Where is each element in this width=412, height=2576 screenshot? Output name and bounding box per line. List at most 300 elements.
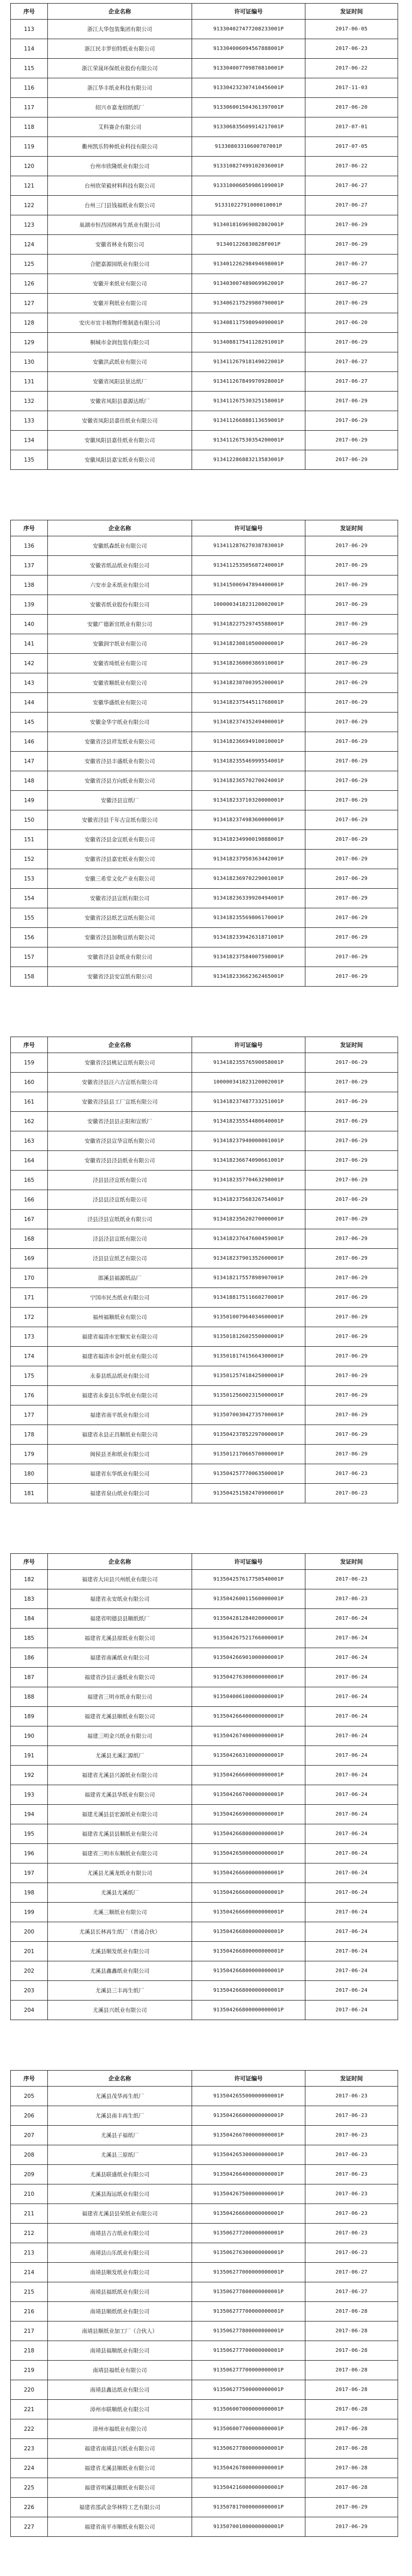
row-date: 2017-06-29 xyxy=(305,1210,398,1229)
row-date: 2017-06-23 xyxy=(305,2126,398,2145)
row-license: 913411267849970928001P xyxy=(192,372,305,392)
header-date: 发证时间 xyxy=(305,4,398,20)
row-date: 2017-06-20 xyxy=(305,98,398,117)
row-date: 2017-06-29 xyxy=(305,615,398,634)
row-seq: 226 xyxy=(11,2498,48,2517)
row-company: 安徽凤阳县嘉宝纸业有限公司 xyxy=(48,450,192,470)
row-seq: 164 xyxy=(11,1151,48,1171)
row-company: 南靖县福顺纸业有限公司 xyxy=(48,2341,192,2361)
row-date: 2017-06-29 xyxy=(305,1112,398,1131)
row-license: 913501217066570000001P xyxy=(192,1445,305,1464)
row-seq: 184 xyxy=(11,1609,48,1629)
table-row xyxy=(11,392,398,411)
table-row xyxy=(11,98,398,117)
row-date: 2017-06-24 xyxy=(305,1942,398,1961)
row-date: 2017-06-29 xyxy=(305,1386,398,1405)
row-seq: 195 xyxy=(11,1824,48,1844)
row-seq: 193 xyxy=(11,1785,48,1805)
row-seq: 117 xyxy=(11,98,48,117)
row-seq: 200 xyxy=(11,1922,48,1942)
row-company: 安徽广德新宜纸业有限公司 xyxy=(48,615,192,634)
row-company: 福建省南平纸业有限公司 xyxy=(48,1405,192,1425)
row-date: 2017-06-24 xyxy=(305,1726,398,1746)
row-seq: 187 xyxy=(11,1668,48,1687)
row-seq: 166 xyxy=(11,1190,48,1210)
row-company: 安徽金华宇纸业有限公司 xyxy=(48,713,192,732)
row-license: 913401816969082802001P xyxy=(192,215,305,235)
row-date: 2017-06-29 xyxy=(305,595,398,615)
row-date: 2017-06-29 xyxy=(305,693,398,713)
row-license: 913304232307410456001P xyxy=(192,78,305,98)
row-company: 安徽省凤阳县嘉佳纸业有限公司 xyxy=(48,411,192,431)
row-date: 2017-06-29 xyxy=(305,411,398,431)
row-license: 913504257770063500001P xyxy=(192,1464,305,1484)
row-date: 2017-06-22 xyxy=(305,157,398,176)
row-company: 福建尤溪县县宏源纸业有限公司 xyxy=(48,1805,192,1824)
row-license: 913504216000000000001P xyxy=(192,2478,305,2498)
row-company: 合肥嘉源园纸业有限公司 xyxy=(48,255,192,274)
row-date: 2017-06-28 xyxy=(305,2380,398,2400)
table-row xyxy=(11,215,398,235)
row-company: 尤溪县兴纸业有限公司 xyxy=(48,2001,192,2020)
row-license: 913504266600000000001P xyxy=(192,2204,305,2224)
table-row xyxy=(11,1210,398,1229)
row-seq: 148 xyxy=(11,771,48,791)
row-company: 安徽省泾县泾县纸业有限公司 xyxy=(48,1151,192,1171)
row-company: 尤溪县尤溪纸厂 xyxy=(48,1883,192,1903)
row-company: 安徽省凤阳县嘉源达纸厂 xyxy=(48,392,192,411)
row-seq: 174 xyxy=(11,1347,48,1366)
header-seq: 序号 xyxy=(11,4,48,20)
row-seq: 143 xyxy=(11,673,48,693)
header-date: 发证时间 xyxy=(305,520,398,536)
row-seq: 147 xyxy=(11,752,48,771)
table-row xyxy=(11,1053,398,1073)
row-seq: 176 xyxy=(11,1386,48,1405)
row-license: 913506277700000000001P xyxy=(192,2302,305,2321)
table-row xyxy=(11,1484,398,1503)
row-seq: 150 xyxy=(11,810,48,830)
row-company: 南靖县山乐纸业有限公司 xyxy=(48,2243,192,2263)
row-date: 2017-06-29 xyxy=(305,215,398,235)
row-company: 安徽洪武纸业有限公司 xyxy=(48,352,192,372)
table-row xyxy=(11,732,398,752)
row-seq: 202 xyxy=(11,1961,48,1981)
table-row xyxy=(11,1668,398,1687)
row-date: 2017-06-29 xyxy=(305,431,398,450)
row-date: 2017-06-29 xyxy=(305,869,398,889)
row-seq: 152 xyxy=(11,850,48,869)
row-company: 安庆市宜丰植物纤维制造有限公司 xyxy=(48,313,192,333)
row-company: 安徽省纸品纸业有限公司 xyxy=(48,556,192,575)
table-row xyxy=(11,372,398,392)
row-license: 913401226298494698001P xyxy=(192,255,305,274)
table-row xyxy=(11,2321,398,2341)
table-row xyxy=(11,595,398,615)
table-row xyxy=(11,39,398,59)
table-row xyxy=(11,1746,398,1766)
row-date: 2017-06-29 xyxy=(305,673,398,693)
row-date: 2017-06-28 xyxy=(305,2478,398,2498)
table-row xyxy=(11,1288,398,1308)
row-company: 安徽省泾县县工厂宣纸有限公司 xyxy=(48,1092,192,1112)
table-row xyxy=(11,2498,398,2517)
row-seq: 119 xyxy=(11,137,48,157)
row-seq: 154 xyxy=(11,889,48,908)
row-seq: 212 xyxy=(11,2224,48,2243)
row-license: 913403007489069962001P xyxy=(192,274,305,294)
row-company: 艾科赛企有限公司 xyxy=(48,117,192,137)
table-row xyxy=(11,673,398,693)
row-seq: 222 xyxy=(11,2419,48,2439)
table-row xyxy=(11,1229,398,1249)
table-row xyxy=(11,176,398,196)
row-company: 浙江大华包装集团有限公司 xyxy=(48,20,192,39)
row-seq: 151 xyxy=(11,830,48,850)
row-license: 913408117598094090001P xyxy=(192,313,305,333)
table-row xyxy=(11,1347,398,1366)
row-license: 913507001000000000001P xyxy=(192,2517,305,2537)
table-row xyxy=(11,2419,398,2439)
table-row xyxy=(11,908,398,928)
table-row xyxy=(11,634,398,654)
row-date: 2017-06-24 xyxy=(305,1707,398,1726)
row-company: 尤溪县海运纸业有限公司 xyxy=(48,2184,192,2204)
row-date: 2017-06-29 xyxy=(305,1073,398,1092)
row-license: 913501256002315000001P xyxy=(192,1386,305,1405)
row-seq: 136 xyxy=(11,536,48,556)
row-seq: 180 xyxy=(11,1464,48,1484)
row-date: 2017-06-29 xyxy=(305,1092,398,1112)
row-company: 南靖县顺纸业加工厂（合伙人） xyxy=(48,2321,192,2341)
row-date: 2017-06-23 xyxy=(305,2204,398,2224)
row-license: 913306001504361397001P xyxy=(192,98,305,117)
row-company: 南靖县顺发纸业有限公司 xyxy=(48,2263,192,2282)
row-license: 913418234990019888001P xyxy=(192,830,305,850)
row-seq: 165 xyxy=(11,1171,48,1190)
row-company: 永泰县纸品纸业有限公司 xyxy=(48,1366,192,1386)
row-company: 巢湖市恒昌园林再生纸业有限公司 xyxy=(48,215,192,235)
row-license: 913506277000000000001P xyxy=(192,2263,305,2282)
table-row xyxy=(11,967,398,987)
table-row xyxy=(11,117,398,137)
row-date: 2017-07-05 xyxy=(305,137,398,157)
row-seq: 217 xyxy=(11,2321,48,2341)
row-seq: 213 xyxy=(11,2243,48,2263)
row-license: 913418237940000001001P xyxy=(192,1131,305,1151)
row-seq: 157 xyxy=(11,947,48,967)
row-seq: 167 xyxy=(11,1210,48,1229)
row-company: 福建省尤溪县兴源纸业有限公司 xyxy=(48,1766,192,1785)
header-row xyxy=(11,2071,398,2087)
row-seq: 194 xyxy=(11,1805,48,1824)
row-license: 913504266600000000001P xyxy=(192,1863,305,1883)
row-license: 913506277700000000001P xyxy=(192,2341,305,2361)
table-row xyxy=(11,1190,398,1210)
row-company: 台州市欣隆纸业有限公司 xyxy=(48,157,192,176)
table-row xyxy=(11,2361,398,2380)
table-row xyxy=(11,850,398,869)
table-row xyxy=(11,1629,398,1648)
table-row xyxy=(11,556,398,575)
row-license: 913504266000000000001P xyxy=(192,2106,305,2126)
row-license: 913401226830828F001P xyxy=(192,235,305,255)
row-seq: 163 xyxy=(11,1131,48,1151)
row-seq: 177 xyxy=(11,1405,48,1425)
table-row xyxy=(11,1942,398,1961)
row-date: 2017-06-24 xyxy=(305,1668,398,1687)
row-date: 2017-06-24 xyxy=(305,1903,398,1922)
table-row xyxy=(11,791,398,810)
row-company: 福建省东华纸业有限公司 xyxy=(48,1464,192,1484)
row-seq: 130 xyxy=(11,352,48,372)
row-company: 六安市金禾纸业有限公司 xyxy=(48,575,192,595)
table-row xyxy=(11,333,398,352)
row-license: 913418233710320000001P xyxy=(192,791,305,810)
row-license: 913310006050986109001P xyxy=(192,176,305,196)
table-row xyxy=(11,255,398,274)
license-table xyxy=(10,2070,398,2537)
table-row xyxy=(11,2145,398,2165)
row-license: 913506277700000000001P xyxy=(192,2361,305,2380)
row-date: 2017-06-29 xyxy=(305,1229,398,1249)
row-seq: 203 xyxy=(11,1981,48,2001)
row-seq: 118 xyxy=(11,117,48,137)
table-page xyxy=(0,0,412,515)
row-license: 913418236970229001001P xyxy=(192,869,305,889)
row-license: 913304006094567888001P xyxy=(192,39,305,59)
row-company: 福建省永县正昌顺纸业有限公司 xyxy=(48,1425,192,1445)
table-row xyxy=(11,137,398,157)
row-date: 2017-06-23 xyxy=(305,1464,398,1484)
row-date: 2017-06-23 xyxy=(305,2243,398,2263)
row-seq: 210 xyxy=(11,2184,48,2204)
row-date: 2017-06-29 xyxy=(305,1131,398,1151)
row-seq: 160 xyxy=(11,1073,48,1092)
row-license: 100000341823120002001P xyxy=(192,1073,305,1092)
row-seq: 128 xyxy=(11,313,48,333)
table-row xyxy=(11,2282,398,2302)
row-seq: 208 xyxy=(11,2145,48,2165)
header-seq: 序号 xyxy=(11,1554,48,1570)
table-row xyxy=(11,59,398,78)
row-license: 913504267400000000001P xyxy=(192,1726,305,1746)
table-row xyxy=(11,654,398,673)
row-license: 913418236000386910001P xyxy=(192,654,305,673)
row-date: 2017-06-29 xyxy=(305,713,398,732)
row-company: 泾县县宣纸艺有限公司 xyxy=(48,1249,192,1268)
row-date: 2017-06-28 xyxy=(305,2419,398,2439)
row-date: 2017-06-24 xyxy=(305,1805,398,1824)
row-date: 2017-06-29 xyxy=(305,2517,398,2537)
table-row xyxy=(11,752,398,771)
row-license: 913504266901000000001P xyxy=(192,1648,305,1668)
table-row xyxy=(11,1648,398,1668)
row-license: 913418233942631871001P xyxy=(192,928,305,947)
row-license: 913406217529980790001P xyxy=(192,294,305,313)
row-company: 泾县泾县宣纸有限公司 xyxy=(48,1229,192,1249)
row-seq: 116 xyxy=(11,78,48,98)
row-date: 2017-06-23 xyxy=(305,2106,398,2126)
row-date: 2017-06-29 xyxy=(305,752,398,771)
header-date: 发证时间 xyxy=(305,1037,398,1053)
row-date: 2017-06-29 xyxy=(305,1347,398,1366)
row-seq: 206 xyxy=(11,2106,48,2126)
table-row xyxy=(11,1589,398,1609)
row-license: 913506277200000000001P xyxy=(192,2224,305,2243)
table-row xyxy=(11,1726,398,1746)
row-date: 2017-06-29 xyxy=(305,575,398,595)
row-date: 2017-06-24 xyxy=(305,1766,398,1785)
row-date: 2017-06-29 xyxy=(305,889,398,908)
row-license: 913418236339920494001P xyxy=(192,889,305,908)
row-company: 福建省明溪县顺纸业有限公司 xyxy=(48,2478,192,2498)
row-seq: 178 xyxy=(11,1425,48,1445)
row-license: 913418233662362465001P xyxy=(192,967,305,987)
row-seq: 191 xyxy=(11,1746,48,1766)
row-license: 913418237544511768001P xyxy=(192,693,305,713)
row-license: 913504266800000000001P xyxy=(192,1922,305,1942)
row-company: 漳州市福纸业有限公司 xyxy=(48,2419,192,2439)
row-company: 漳州市联顺纸业有限公司 xyxy=(48,2400,192,2419)
row-company: 桐城市金润包装有限公司 xyxy=(48,333,192,352)
table-row xyxy=(11,2165,398,2184)
row-company: 尤溪县子福纸厂 xyxy=(48,2126,192,2145)
row-company: 浙江荣晟环保纸业股份有限公司 xyxy=(48,59,192,78)
row-date: 2017-06-27 xyxy=(305,196,398,215)
table-row xyxy=(11,235,398,255)
table-row xyxy=(11,1903,398,1922)
row-date: 2017-06-23 xyxy=(305,2165,398,2184)
row-date: 2017-06-23 xyxy=(305,1484,398,1503)
table-row xyxy=(11,1327,398,1347)
row-date: 2017-06-29 xyxy=(305,771,398,791)
table-row xyxy=(11,431,398,450)
row-company: 安徽省泾县纸艺宣纸有限公司 xyxy=(48,908,192,928)
row-license: 91330803310600707001P xyxy=(192,137,305,157)
row-license: 913504266800000000001P xyxy=(192,1942,305,1961)
row-company: 安徽省泾县嘉宏纸业有限公司 xyxy=(48,850,192,869)
row-date: 2017-06-29 xyxy=(305,908,398,928)
row-license: 913504266600000000001P xyxy=(192,1903,305,1922)
row-seq: 173 xyxy=(11,1327,48,1347)
row-company: 泾县县泾宣纸有限公司 xyxy=(48,1171,192,1190)
row-seq: 138 xyxy=(11,575,48,595)
table-row xyxy=(11,294,398,313)
row-company: 福建省三明市东顺纸业有限公司 xyxy=(48,1844,192,1863)
row-date: 2017-06-24 xyxy=(305,1824,398,1844)
header-company: 企业名称 xyxy=(48,2071,192,2087)
row-company: 福建省明德县县顺纸纸厂 xyxy=(48,1609,192,1629)
header-company: 企业名称 xyxy=(48,520,192,536)
row-company: 安徽省琦纸业有限公司 xyxy=(48,654,192,673)
row-company: 福建省大田县兴州纸业有限公司 xyxy=(48,1570,192,1589)
row-date: 2017-06-29 xyxy=(305,830,398,850)
table-row xyxy=(11,1863,398,1883)
table-row xyxy=(11,1609,398,1629)
table-row xyxy=(11,1131,398,1151)
table-row xyxy=(11,1824,398,1844)
table-row xyxy=(11,1092,398,1112)
row-license: 913411266888113659001P xyxy=(192,411,305,431)
row-date: 2017-06-29 xyxy=(305,1288,398,1308)
row-date: 2017-06-29 xyxy=(305,947,398,967)
table-row xyxy=(11,2517,398,2537)
table-page xyxy=(0,517,412,1032)
row-seq: 183 xyxy=(11,1589,48,1609)
row-date: 2017-06-24 xyxy=(305,1981,398,2001)
row-company: 浙江民丰罗伯特纸业有限公司 xyxy=(48,39,192,59)
row-company: 台州欣荣毅材料科技有限公司 xyxy=(48,176,192,196)
header-seq: 序号 xyxy=(11,1037,48,1053)
header-date: 发证时间 xyxy=(305,2071,398,2087)
row-license: 913504251582470900001P xyxy=(192,1484,305,1503)
row-license: 913415006947894400001P xyxy=(192,575,305,595)
row-company: 泾县泾县宣纸纸业有限公司 xyxy=(48,1210,192,1229)
row-company: 郎溪县福源纸品厂 xyxy=(48,1268,192,1288)
row-date: 2017-06-29 xyxy=(305,1053,398,1073)
header-company: 企业名称 xyxy=(48,1037,192,1053)
row-seq: 185 xyxy=(11,1629,48,1648)
table-row xyxy=(11,1570,398,1589)
row-seq: 140 xyxy=(11,615,48,634)
row-company: 福建省三明市纸业有限公司 xyxy=(48,1687,192,1707)
row-company: 安徽润宇纸业有限公司 xyxy=(48,634,192,654)
row-company: 南靖县顺纸纸业有限公司 xyxy=(48,2302,192,2321)
row-company: 尤溪县顺发纸业有限公司 xyxy=(48,1942,192,1961)
row-seq: 171 xyxy=(11,1288,48,1308)
table-row xyxy=(11,1366,398,1386)
row-license: 913506277500000000001P xyxy=(192,2380,305,2400)
row-license: 913504266400000000001P xyxy=(192,2165,305,2184)
license-table xyxy=(10,3,398,470)
row-license: 913504265500000000001P xyxy=(192,2087,305,2106)
table-row xyxy=(11,536,398,556)
row-date: 2017-06-29 xyxy=(305,654,398,673)
row-company: 福建省尤溪县顺纸业有限公司 xyxy=(48,1707,192,1726)
row-license: 913418237647600459001P xyxy=(192,1229,305,1249)
row-company: 福建省尤溪县原纸业有限公司 xyxy=(48,1629,192,1648)
row-seq: 227 xyxy=(11,2517,48,2537)
table-row xyxy=(11,2400,398,2419)
row-license: 913507817000000000001P xyxy=(192,2498,305,2517)
table-row xyxy=(11,1405,398,1425)
row-license: 913504006100000000001P xyxy=(192,1687,305,1707)
row-date: 2017-06-29 xyxy=(305,928,398,947)
row-company: 安徽省纸业股份有限公司 xyxy=(48,595,192,615)
row-company: 南靖县福纸纸业有限公司 xyxy=(48,2282,192,2302)
table-row xyxy=(11,810,398,830)
row-license: 913418817511660270001P xyxy=(192,1288,305,1308)
row-company: 福建省永泰县东华纸业有限公司 xyxy=(48,1386,192,1405)
row-seq: 155 xyxy=(11,908,48,928)
table-row xyxy=(11,2204,398,2224)
row-license: 913504266800000000001P xyxy=(192,1981,305,2001)
row-date: 2017-06-29 xyxy=(305,294,398,313)
row-seq: 129 xyxy=(11,333,48,352)
table-row xyxy=(11,2263,398,2282)
row-date: 2017-06-29 xyxy=(305,1171,398,1190)
row-company: 安徽华盛纸业有限公司 xyxy=(48,693,192,713)
row-company: 福建省南溪纸业有限公司 xyxy=(48,1648,192,1668)
row-seq: 137 xyxy=(11,556,48,575)
row-seq: 209 xyxy=(11,2165,48,2184)
row-license: 913418236674090661001P xyxy=(192,1151,305,1171)
row-license: 913418235620270000001P xyxy=(192,1210,305,1229)
table-row xyxy=(11,1112,398,1131)
table-row xyxy=(11,1073,398,1092)
row-license: 913506277800000000001P xyxy=(192,2439,305,2459)
